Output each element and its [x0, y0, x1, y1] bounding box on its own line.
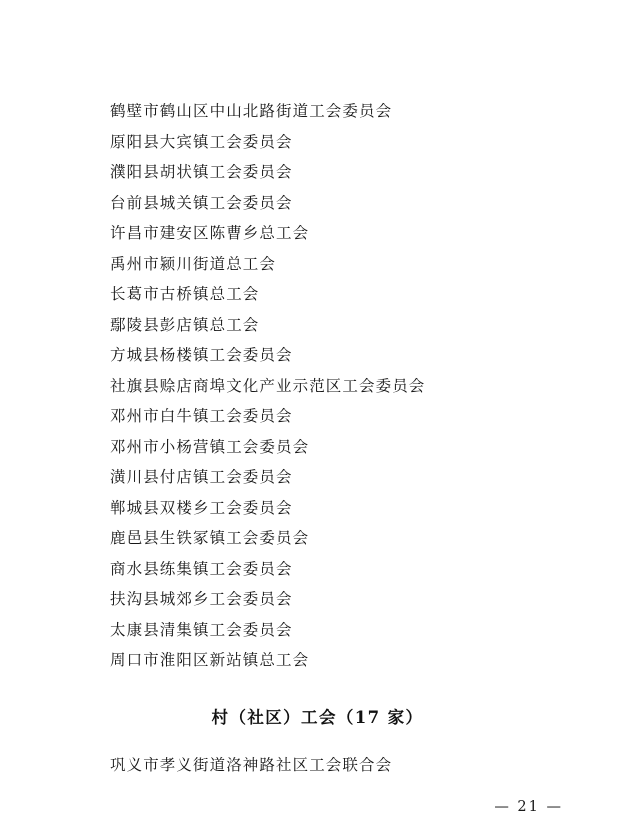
list-item: 周口市淮阳区新站镇总工会: [110, 651, 310, 669]
list-item: 扶沟县城郊乡工会委员会: [110, 590, 293, 608]
list-item: 台前县城关镇工会委员会: [110, 193, 293, 212]
list-item: 邓州市小杨营镇工会委员会: [110, 437, 310, 456]
list-item: 郸城县双楼乡工会委员会: [110, 498, 293, 517]
list-item: 邓州市白牛镇工会委员会: [110, 407, 293, 425]
list-item: 原阳县大宾镇工会委员会: [110, 132, 293, 151]
list-item: 长葛市古桥镇总工会: [110, 285, 260, 303]
section-heading: 村（社区）工会（17 家）: [211, 707, 424, 727]
list-item: 社旗县赊店商埠文化产业示范区工会委员会: [110, 376, 426, 395]
list-item: 禹州市颍川街道总工会: [110, 254, 277, 273]
list-item: 鹤壁市鹤山区中山北路街道工会委员会: [110, 102, 393, 120]
list-item: 许昌市建安区陈曹乡总工会: [110, 224, 310, 242]
list-item: 濮阳县胡状镇工会委员会: [110, 163, 293, 181]
list-item: 鹿邑县生铁冢镇工会委员会: [110, 529, 310, 547]
list-item: 商水县练集镇工会委员会: [110, 559, 293, 578]
list-item: 潢川县付店镇工会委员会: [110, 468, 293, 486]
list-item: 太康县清集镇工会委员会: [110, 620, 293, 639]
list-item: 方城县杨楼镇工会委员会: [110, 346, 293, 364]
list-item: 巩义市孝义街道洛神路社区工会联合会: [110, 755, 393, 774]
page-number: — 21 —: [494, 799, 563, 815]
list-item: 鄢陵县彭店镇总工会: [110, 315, 260, 334]
